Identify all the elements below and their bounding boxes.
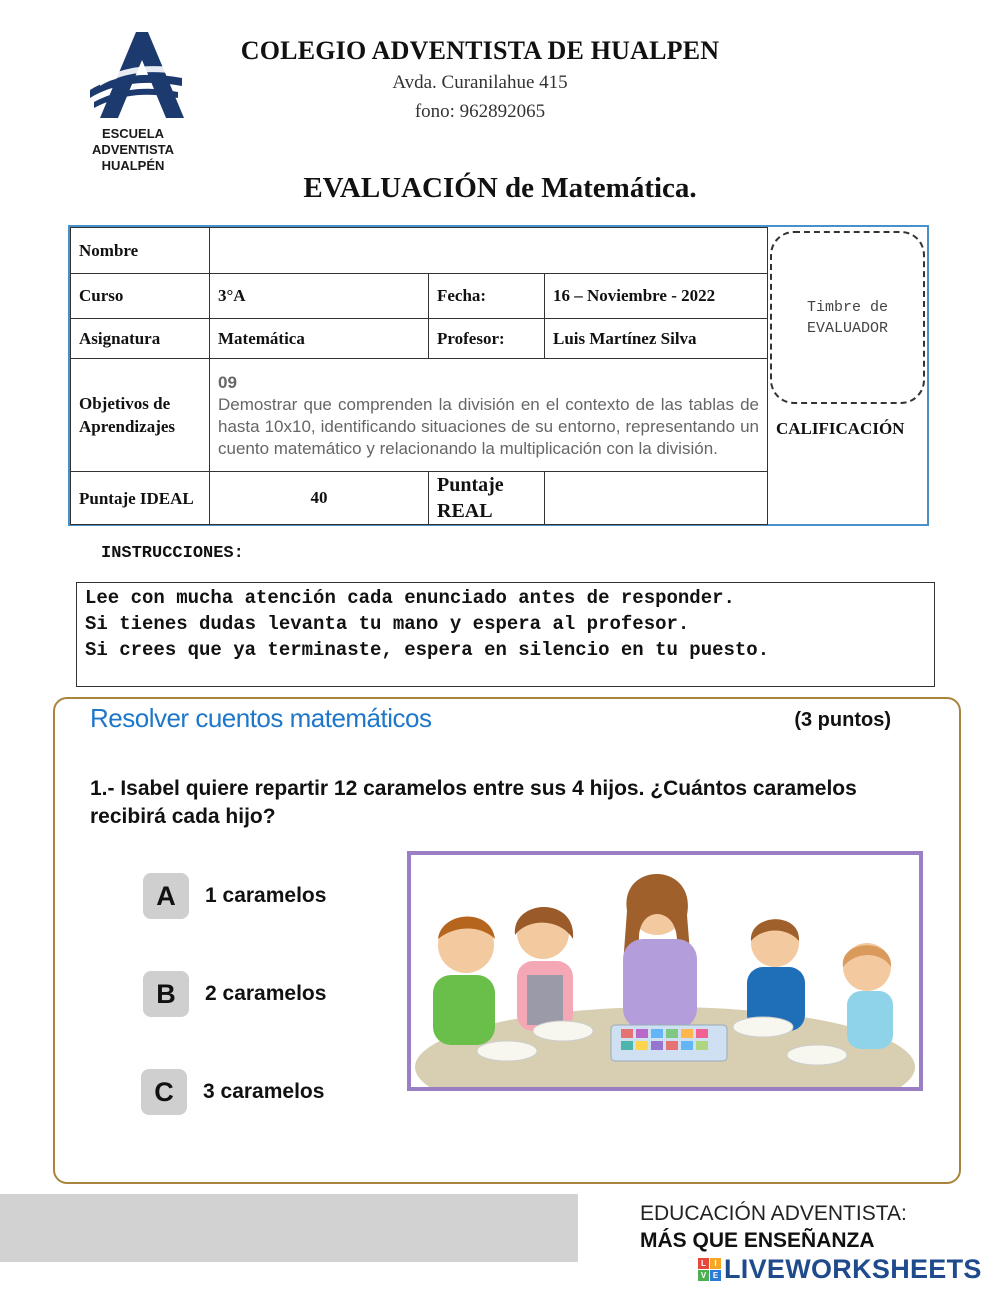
puntaje-ideal-label: Puntaje IDEAL (71, 472, 210, 525)
points-label: (3 puntos) (794, 709, 891, 731)
option-c-text[interactable]: 3 caramelos (203, 1080, 325, 1103)
profesor-label: Profesor: (429, 319, 545, 359)
fecha-label: Fecha: (429, 274, 545, 319)
footer-slogan-2: MÁS QUE ENSEÑANZA (640, 1229, 875, 1252)
logo-caption: ESCUELA ADVENTISTA HUALPÉN (91, 126, 175, 173)
option-a-badge[interactable]: A (143, 873, 189, 919)
question-text: 1.- Isabel quiere repartir 12 caramelos entre sus 4 hijos. ¿Cuántos caramelos recibirá cada hijo? (90, 777, 857, 828)
footer-bar (0, 1194, 578, 1262)
option-b-text[interactable]: 2 caramelos (205, 982, 327, 1005)
objetivos-label: Objetivos de Aprendizajes (71, 359, 210, 472)
grading-column (767, 227, 927, 524)
option-a-text[interactable]: 1 caramelos (205, 884, 327, 907)
brand-block: V (698, 1270, 709, 1281)
school-info (200, 36, 760, 124)
school-phone: fono: 962892065 (414, 101, 546, 122)
puntaje-ideal-value: 40 (210, 472, 429, 525)
puntaje-real-label: Puntaje REAL (429, 472, 545, 525)
instructions-title: INSTRUCCIONES: (101, 544, 244, 563)
footer-slogan-1: EDUCACIÓN ADVENTISTA: (640, 1202, 907, 1225)
section-title: Resolver cuentos matemáticos (90, 703, 432, 733)
puntaje-real-field[interactable] (545, 472, 768, 525)
school-name: COLEGIO ADVENTISTA DE HUALPEN (240, 36, 720, 65)
school-logo (78, 30, 198, 180)
fecha-value: 16 – Noviembre - 2022 (545, 274, 768, 319)
liveworksheets-text: LIVEWORKSHEETS (724, 1254, 982, 1284)
school-address: Avda. Curanilahue 415 (392, 72, 568, 93)
question-panel (53, 697, 961, 1184)
liveworksheets-logo-icon (698, 1258, 721, 1281)
option-b-badge[interactable]: B (143, 971, 189, 1017)
option-b[interactable] (143, 971, 326, 1017)
liveworksheets-brand[interactable] (698, 1254, 982, 1285)
option-c[interactable] (141, 1069, 324, 1115)
student-info-table (68, 225, 929, 526)
curso-value: 3°A (210, 274, 429, 319)
family-table-image (411, 855, 919, 1087)
instruction-line: Si crees que ya terminaste, espera en silencio en tu puesto. (85, 639, 770, 661)
option-c-badge[interactable]: C (141, 1069, 187, 1115)
nombre-field[interactable] (210, 228, 768, 274)
profesor-value: Luis Martínez Silva (545, 319, 768, 359)
brand-block: L (698, 1258, 709, 1269)
objetivo-cell (210, 359, 768, 472)
instruction-line: Si tienes dudas levanta tu mano y espera al profesor. (85, 613, 690, 635)
family-sharing-illustration (407, 851, 923, 1091)
nombre-label: Nombre (71, 228, 210, 274)
instruction-line: Lee con mucha atención cada enunciado antes de responder. (85, 587, 735, 609)
curso-label: Curso (71, 274, 210, 319)
adventist-logo-icon (86, 30, 186, 122)
asignatura-label: Asignatura (71, 319, 210, 359)
asignatura-value: Matemática (210, 319, 429, 359)
page-title: EVALUACIÓN de Matemática. (303, 172, 697, 204)
objetivo-text: Demostrar que comprenden la división en el contexto de las tablas de hasta 10x10, identificando situaciones de su entorno, representando un cuento matemático y relacionando la multiplicación con la división. (218, 395, 759, 458)
instructions-box (76, 582, 935, 687)
option-a[interactable] (143, 873, 326, 919)
brand-block: I (710, 1258, 721, 1269)
evaluator-stamp-box: Timbre de EVALUADOR (770, 231, 925, 404)
objetivo-number: 09 (218, 373, 237, 392)
brand-block: E (710, 1270, 721, 1281)
calificacion-label: CALIFICACIÓN (776, 419, 905, 438)
